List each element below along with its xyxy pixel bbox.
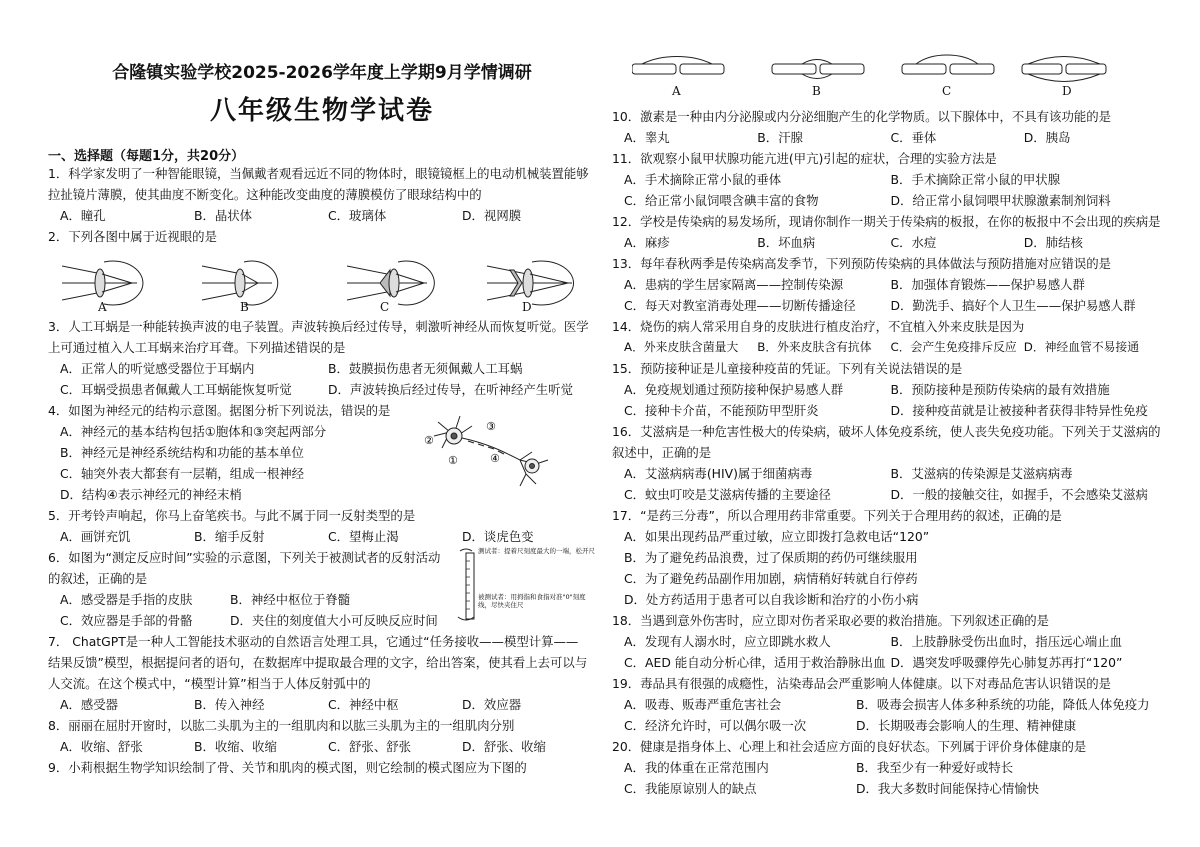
q12-stem: 12．学校是传染病的易发场所，现请你制作一期关于传染病的板报，在你的板报中不会出现的疾病是	[612, 214, 1161, 229]
option[interactable]: D．视网膜	[462, 208, 522, 223]
option[interactable]: C．垂体	[890, 130, 937, 145]
option[interactable]: A．如果出现药品严重过敏，应立即拨打急救电话“120”	[624, 529, 930, 544]
q16-options-row1	[624, 465, 1157, 482]
joint-diagram-c	[902, 55, 994, 74]
q6-options-row1	[60, 591, 466, 608]
eye-diagram-d	[487, 261, 574, 305]
option[interactable]: C．我能原谅别人的缺点	[624, 781, 757, 796]
q6-stem-line1: 6．如图为“测定反应时间”实验的示意图，下列关于被测试者的反射活动	[48, 550, 441, 565]
q16-stem-line1: 16．艾滋病是一种危害性极大的传染病，破坏人体免疫系统，使人丧失免疫功能。下列关于艾滋病的	[612, 424, 1161, 439]
option[interactable]: A．艾滋病病毒(HIV)属于细菌病毒	[624, 466, 813, 481]
q18-options-row1	[624, 633, 1157, 650]
option[interactable]: B．加强体育锻炼——保护易感人群	[890, 277, 1085, 292]
option[interactable]: A．收缩、舒张	[60, 739, 143, 754]
neuron-label-1: ①	[448, 454, 458, 467]
option[interactable]: C．舒张、舒张	[328, 739, 411, 754]
option[interactable]: C．经济允许时，可以偶尔吸一次	[624, 718, 807, 733]
option[interactable]: B．手术摘除正常小鼠的甲状腺	[890, 172, 1061, 187]
option[interactable]: C．会产生免疫排斥反应	[890, 340, 1017, 354]
option[interactable]: D．处方药适用于患者可以自我诊断和治疗的小伤小病	[624, 592, 919, 607]
option[interactable]: A．发现有人溺水时，应立即跳水救人	[624, 634, 831, 649]
eye-diagram-c	[347, 261, 434, 305]
option[interactable]: A．外来皮肤含菌量大	[624, 340, 739, 354]
q19-options-row2	[624, 717, 1157, 734]
option[interactable]: B．坏血病	[757, 235, 816, 250]
q15-options-row1	[624, 381, 1157, 398]
option[interactable]: D．勤洗手、搞好个人卫生——保护易感人群	[890, 298, 1136, 313]
option[interactable]: A．正常人的听觉感受器位于耳蜗内	[60, 361, 255, 376]
eye-label-b: B	[240, 300, 249, 314]
q1-stem-line2: 拉扯镜片薄膜，使其曲度不断变化。这种能改变曲度的薄膜模仿了眼球结构中的	[48, 187, 482, 202]
option[interactable]: D．我大多数时间能保持心情愉快	[856, 781, 1040, 796]
option[interactable]: D．一般的接触交往，如握手，不会感染艾滋病	[890, 487, 1148, 502]
option[interactable]: C．每天对教室消毒处理——切断传播途径	[624, 298, 856, 313]
eye-diagrams	[62, 252, 592, 316]
q19-options-row1	[624, 696, 1157, 713]
option[interactable]: B．艾滋病的传染源是艾滋病病毒	[890, 466, 1073, 481]
option[interactable]: C．轴突外表大都套有一层鞘，组成一根神经	[60, 466, 305, 481]
option[interactable]: D．接种疫苗就是让被接种者获得非特异性免疫	[890, 403, 1148, 418]
option[interactable]: D．给正常小鼠饲喂甲状腺激素制剂饲料	[890, 193, 1111, 208]
q3-stem-line1: 3．人工耳蜗是一种能转换声波的电子装置。声波转换后经过传导，刺激听神经从而恢复听觉。医学	[48, 319, 589, 334]
option[interactable]: D．声波转换后经过传导，在听神经产生听觉	[328, 382, 573, 397]
option[interactable]: C．接种卡介苗，不能预防甲型肝炎	[624, 403, 819, 418]
q18-options-row2	[624, 654, 1157, 671]
option[interactable]: B．为了避免药品浪费，过了保质期的药仍可继续服用	[624, 550, 918, 565]
q20-stem: 20．健康是指身体上、心理上和社会适应方面的良好状态。下列属于评价身体健康的是	[612, 739, 1087, 754]
q12-options	[624, 234, 1157, 251]
option[interactable]: C．AED 能自动分析心律，适用于救治静脉出血	[624, 655, 886, 670]
q8-stem: 8．丽丽在屈肘开窗时，以肱二头肌为主的一组肌肉和以肱三头肌为主的一组肌肉分别	[48, 718, 515, 733]
option[interactable]: C．效应器是手部的骨骼	[60, 613, 193, 628]
option[interactable]: A．吸毒、贩毒严重危害社会	[624, 697, 782, 712]
q10-options	[624, 129, 1157, 146]
neuron-label-2: ②	[424, 434, 434, 447]
q7-options	[60, 696, 596, 713]
q7-stem-line1: 7． ChatGPT是一种人工智能技术驱动的自然语言处理工具，它通过“任务接收——模型计算——	[48, 634, 579, 649]
eye-diagram-a	[62, 261, 143, 305]
option[interactable]: C．望梅止渴	[328, 529, 399, 544]
q16-stem-line2: 叙述中，正确的是	[612, 445, 712, 460]
q16-options-row2	[624, 486, 1157, 503]
option[interactable]: D．长期吸毒会影响人的生理、精神健康	[856, 718, 1077, 733]
option[interactable]: C．玻璃体	[328, 208, 387, 223]
q9-stem: 9．小莉根据生物学知识绘制了骨、关节和肌肉的模式图，则它绘制的模式图应为下图的	[48, 760, 527, 775]
joint-label-d: D	[1062, 84, 1072, 98]
q2-stem: 2．下列各图中属于近视眼的是	[48, 229, 217, 244]
option[interactable]: A．画饼充饥	[60, 529, 131, 544]
q11-stem: 11．欲观察小鼠甲状腺功能亢进(甲亢)引起的症状，合理的实验方法是	[612, 151, 997, 166]
joint-diagram-d	[1022, 57, 1106, 82]
option[interactable]: A．感受器	[60, 697, 119, 712]
q5-stem: 5．开考铃声响起，你马上奋笔疾书。与此不属于同一反射类型的是	[48, 508, 416, 523]
neuron-label-4: ④	[490, 452, 500, 465]
q10-stem: 10．激素是一种由内分泌腺或内分泌细胞产生的化学物质。以下腺体中，不具有该功能的是	[612, 109, 1112, 124]
option[interactable]: B．预防接种是预防传染病的最有效措施	[890, 382, 1110, 397]
q19-stem: 19．毒品具有很强的成瘾性，沾染毒品会严重影响人体健康。以下对毒品危害认识错误的是	[612, 676, 1112, 691]
option[interactable]: A．手术摘除正常小鼠的垂体	[624, 172, 782, 187]
eye-label-d: D	[522, 300, 532, 314]
q1-options	[60, 207, 596, 224]
q13-options-row2	[624, 297, 1157, 314]
neuron-diagram	[420, 414, 570, 494]
q3-options-row2	[60, 381, 596, 398]
q3-options-row1	[60, 360, 596, 377]
option[interactable]: B．鼓膜损伤患者无须佩戴人工耳蜗	[328, 361, 523, 376]
q15-stem: 15．预防接种证是儿童接种疫苗的凭证。下列有关说法错误的是	[612, 361, 963, 376]
option[interactable]: D．遇突发呼吸骤停先心肺复苏再打“120”	[890, 655, 1123, 670]
q14-options	[624, 339, 1157, 356]
option[interactable]: D．神经血管不易接通	[1023, 340, 1140, 354]
option[interactable]: A．睾丸	[624, 130, 670, 145]
option[interactable]: D．夹住的刻度值大小可反映反应时间	[230, 613, 438, 628]
option[interactable]: B．缩手反射	[194, 529, 265, 544]
joint-label-a: A	[672, 84, 681, 98]
ruler-note-top: 测试者：提着尺刻度最大的一端，松开尺	[478, 547, 595, 555]
option[interactable]: D．结构④表示神经元的神经末梢	[60, 487, 242, 502]
option[interactable]: B．神经元是神经系统结构和功能的基本单位	[60, 445, 304, 460]
q3-stem-line2: 上可通过植入人工耳蜗来治疗耳聋。下列描述错误的是	[48, 340, 346, 355]
q8-options	[60, 738, 596, 755]
q17-stem: 17．“是药三分毒”，所以合理用药非常重要。下列关于合理用药的叙述，正确的是	[612, 508, 1062, 523]
q1-stem-line1: 1．科学家发明了一种智能眼镜，当佩戴者观看远近不同的物体时，眼镜镜框上的电动机械装置能够	[48, 166, 589, 181]
option[interactable]: A．感受器是手指的皮肤	[60, 592, 193, 607]
option[interactable]: B．汗腺	[757, 130, 803, 145]
q11-options-row1	[624, 171, 1157, 188]
option[interactable]: A．麻疹	[624, 235, 670, 250]
eye-diagram-b	[202, 261, 278, 305]
q18-stem: 18．当遇到意外伤害时，应立即对伤者采取必要的救治措施。下列叙述正确的是	[612, 613, 1050, 628]
q6-stem-line2: 的叙述，正确的是	[48, 571, 148, 586]
school-title: 合隆镇实验学校2025-2026学年度上学期9月学情调研	[112, 63, 532, 83]
joint-diagram-b	[772, 60, 864, 79]
option[interactable]: C．水痘	[890, 235, 937, 250]
option[interactable]: B．吸毒会损害人体多种系统的功能，降低人体免疫力	[856, 697, 1150, 712]
q15-options-row2	[624, 402, 1157, 419]
option[interactable]: C．蚊虫叮咬是艾滋病传播的主要途径	[624, 487, 831, 502]
q11-options-row2	[624, 192, 1157, 209]
q6-options-row2	[60, 612, 496, 629]
neuron-label-3: ③	[486, 420, 496, 433]
option[interactable]: B．晶状体	[194, 208, 253, 223]
reaction-time-diagram	[452, 547, 596, 627]
option[interactable]: A．免疫规划通过预防接种保护易感人群	[624, 382, 844, 397]
q4-stem: 4．如图为神经元的结构示意图。据图分析下列说法，错误的是	[48, 403, 391, 418]
option[interactable]: D．肺结核	[1023, 235, 1083, 250]
option[interactable]: A．患病的学生居家隔离——控制传染源	[624, 277, 844, 292]
option[interactable]: C．神经中枢	[328, 697, 399, 712]
q14-stem: 14．烧伤的病人常采用自身的皮肤进行植皮治疗，不宜植入外来皮肤是因为	[612, 319, 1025, 334]
joint-diagrams	[632, 52, 1112, 86]
option[interactable]: D．胰岛	[1023, 130, 1071, 145]
section-heading: 一、选择题（每题1分，共20分）	[48, 149, 245, 164]
q20-options-row1	[624, 759, 1157, 776]
option[interactable]: B．传入神经	[194, 697, 265, 712]
option[interactable]: B．我至少有一种爱好或特长	[856, 760, 1014, 775]
option[interactable]: D．效应器	[462, 697, 522, 712]
option[interactable]: D．舒张、收缩	[462, 739, 546, 754]
option[interactable]: C．为了避免药品副作用加剧，病情稍好转就自行停药	[624, 571, 918, 586]
option[interactable]: B．神经中枢位于脊髓	[230, 592, 351, 607]
option[interactable]: C．耳蜗受损患者佩戴人工耳蜗能恢复听觉	[60, 382, 292, 397]
eye-label-a: A	[98, 300, 107, 314]
q7-stem-line3: 人交流。在这个模式中，“模型计算”相当于人体反射弧中的	[48, 676, 371, 691]
q20-options-row2	[624, 780, 1157, 797]
option[interactable]: A．我的体重在正常范围内	[624, 760, 769, 775]
option[interactable]: A．神经元的基本结构包括①胞体和③突起两部分	[60, 424, 327, 439]
option[interactable]: B．上肢静脉受伤出血时，指压远心端止血	[890, 634, 1123, 649]
ruler-note-bottom: 被测试者：用拇指和食指对准"0"刻度线，尽快夹住尺	[478, 593, 586, 609]
exam-title: 八年级生物学试卷	[209, 96, 434, 126]
option[interactable]: D．谈虎色变	[462, 529, 534, 544]
q13-stem: 13．每年春秋两季是传染病高发季节，下列预防传染病的具体做法与预防措施对应错误的是	[612, 256, 1112, 271]
eye-label-c: C	[380, 300, 390, 314]
q13-options-row1	[624, 276, 1157, 293]
joint-label-c: C	[942, 84, 952, 98]
q5-options	[60, 528, 596, 545]
option[interactable]: C．给正常小鼠饲喂含碘丰富的食物	[624, 193, 819, 208]
q7-stem-line2: 结果反馈”模型，根据提问者的语句，在数据库中提取最合理的文字，给出答案，使其看上去可以与	[48, 655, 588, 670]
option[interactable]: A．瞳孔	[60, 208, 106, 223]
option[interactable]: B．收缩、收缩	[194, 739, 277, 754]
option[interactable]: B．外来皮肤含有抗体	[757, 340, 872, 354]
joint-label-b: B	[812, 84, 821, 98]
joint-diagram-a	[632, 57, 724, 75]
